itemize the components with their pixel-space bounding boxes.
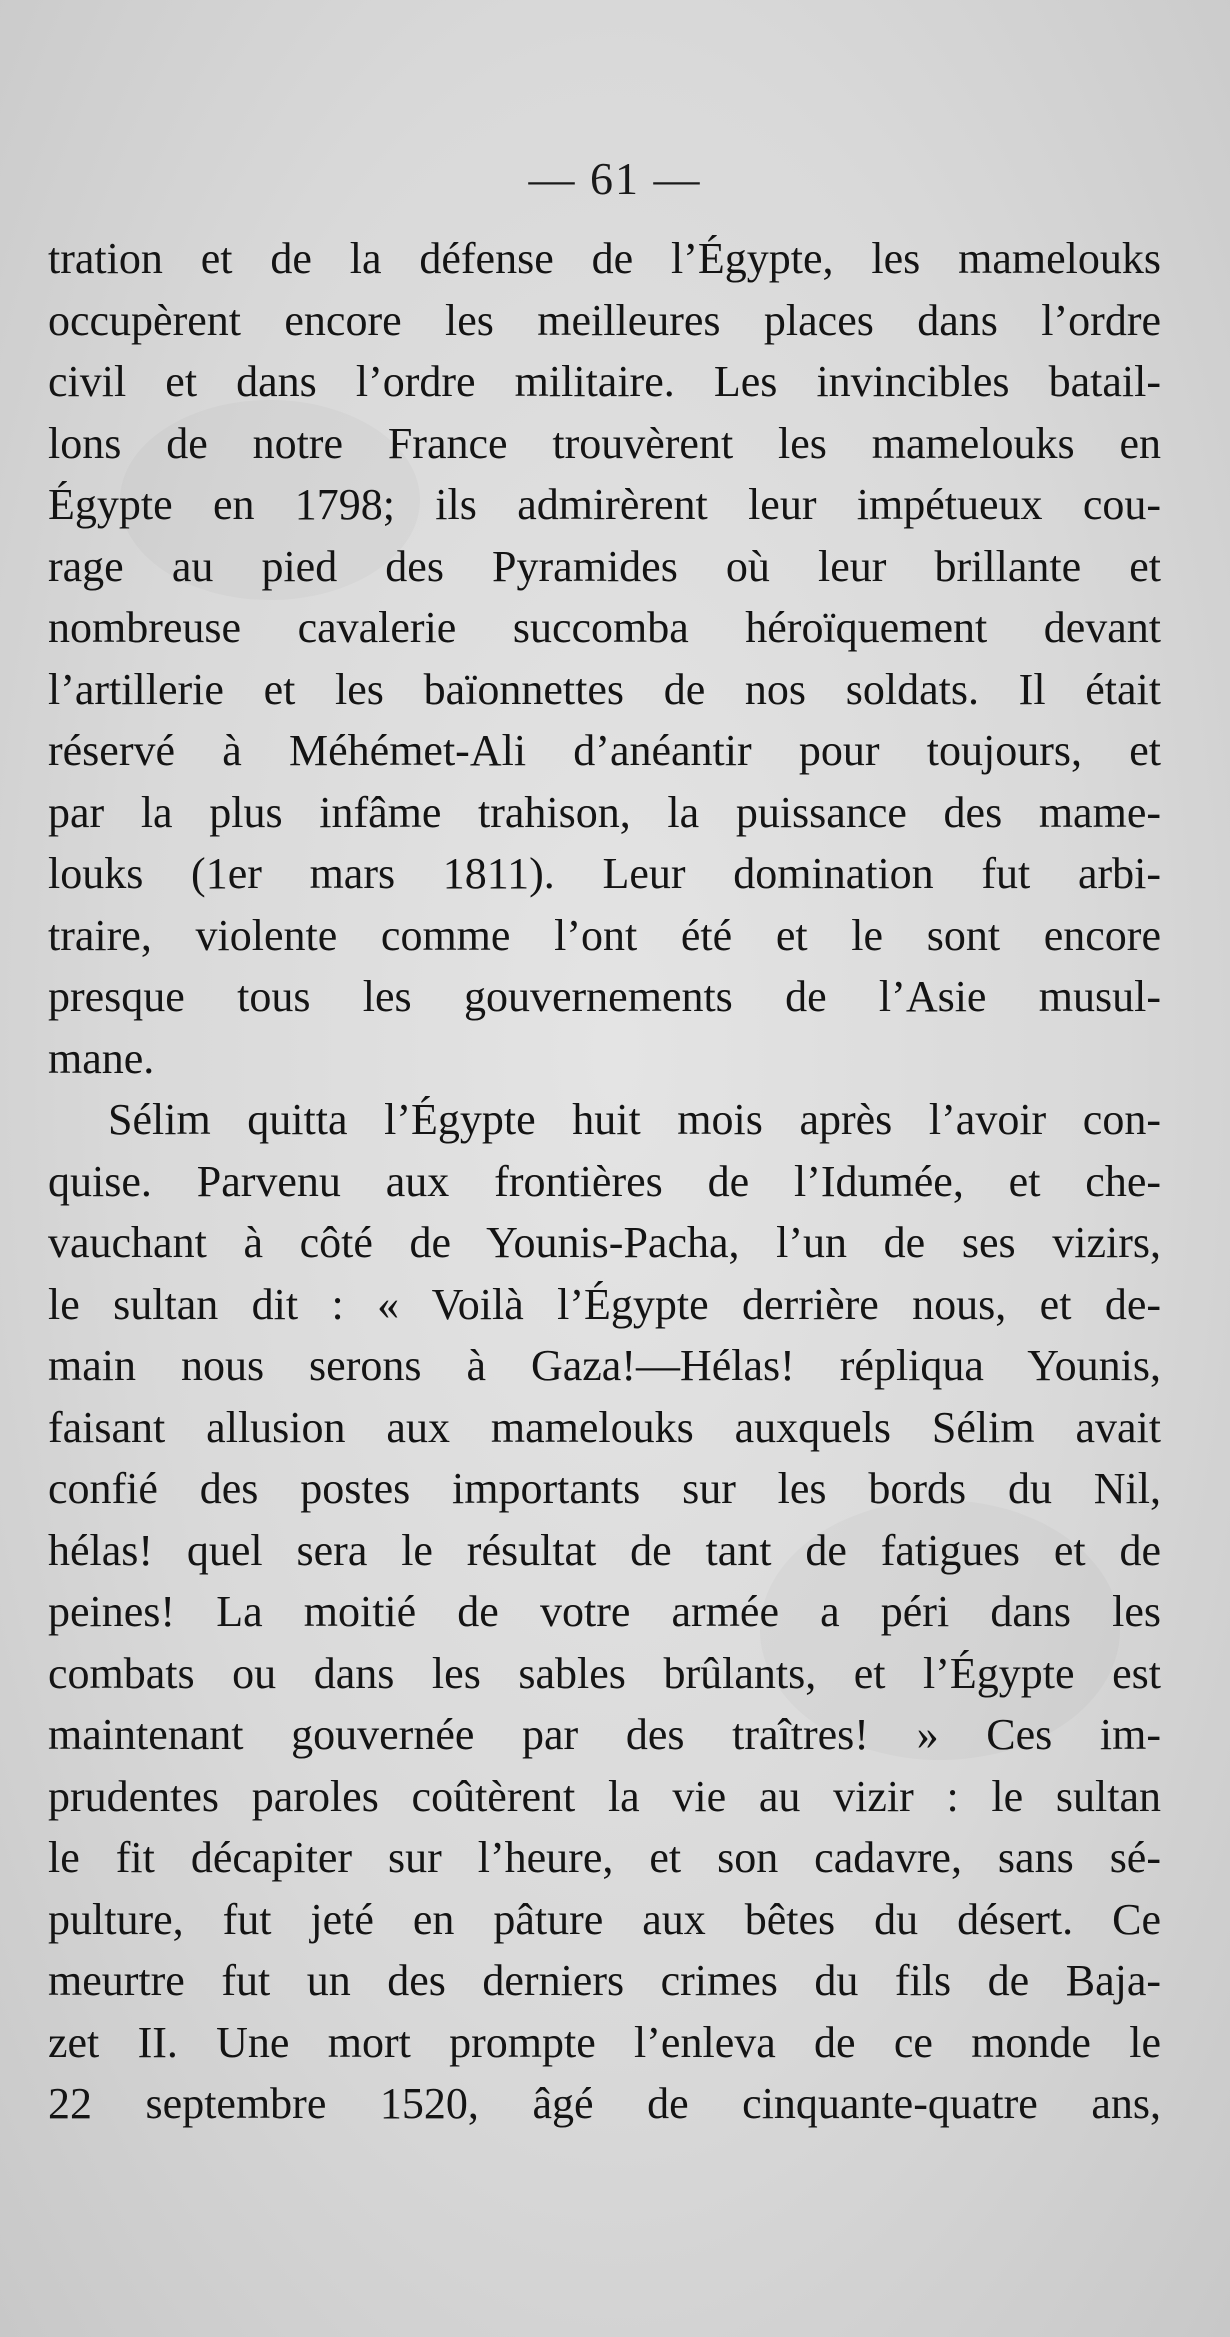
- text-line: Sélim quitta l’Égypte huit mois après l’avoir con-: [108, 1095, 1161, 1144]
- text-line: Égypte en 1798; ils admirèrent leur impétueux cou-: [48, 480, 1161, 529]
- text-line: mane.: [48, 1033, 155, 1083]
- text-line: lons de notre France trouvèrent les mamelouks en: [48, 418, 1161, 468]
- text-line: prudentes paroles coûtèrent la vie au vizir : le sultan: [48, 1771, 1161, 1821]
- body-text: [48, 228, 1161, 2135]
- text-line: réservé à Méhémet-Ali d’anéantir pour toujours, et: [48, 726, 1161, 775]
- text-line: faisant allusion aux mamelouks auxquels Sélim avait: [48, 1402, 1161, 1452]
- text-line: le fit décapiter sur l’heure, et son cadavre, sans sé-: [48, 1833, 1161, 1882]
- text-line: confié des postes importants sur les bords du Nil,: [48, 1464, 1161, 1513]
- text-line: pulture, fut jeté en pâture aux bêtes du désert. Ce: [48, 1894, 1161, 1944]
- text-line: par la plus infâme trahison, la puissance des mame-: [48, 787, 1161, 837]
- text-line: peines! La moitié de votre armée a péri dans les: [48, 1587, 1161, 1636]
- text-line: tration et de la défense de l’Égypte, les mamelouks: [48, 234, 1161, 283]
- text-line: hélas! quel sera le résultat de tant de fatigues et de: [48, 1525, 1161, 1575]
- text-line: meurtre fut un des derniers crimes du fils de Baja-: [48, 1956, 1161, 2005]
- text-line: vauchant à côté de Younis-Pacha, l’un de ses vizirs,: [48, 1218, 1161, 1267]
- text-line: presque tous les gouvernements de l’Asie musul-: [48, 972, 1161, 1021]
- text-line: combats ou dans les sables brûlants, et l’Égypte est: [48, 1648, 1161, 1698]
- text-line: civil et dans l’ordre militaire. Les invincibles batail-: [48, 357, 1161, 406]
- text-line: occupèrent encore les meilleures places dans l’ordre: [48, 295, 1161, 345]
- text-line: nombreuse cavalerie succomba héroïquement devant: [48, 603, 1161, 652]
- page-number: — 61 —: [528, 153, 702, 204]
- paragraph-1: [48, 228, 1161, 1089]
- text-line: traire, violente comme l’ont été et le sont encore: [48, 910, 1161, 960]
- text-line: zet II. Une mort prompte l’enleva de ce monde le: [48, 2017, 1161, 2067]
- text-line: rage au pied des Pyramides où leur brillante et: [48, 541, 1161, 591]
- text-line: l’artillerie et les baïonnettes de nos soldats. Il était: [48, 664, 1161, 714]
- text-line: louks (1er mars 1811). Leur domination fut arbi-: [48, 849, 1161, 898]
- text-line: main nous serons à Gaza!—Hélas! répliqua Younis,: [48, 1341, 1161, 1390]
- text-line: 22 septembre 1520, âgé de cinquante-quatre ans,: [48, 2079, 1161, 2128]
- text-line: quise. Parvenu aux frontières de l’Idumée, et che-: [48, 1156, 1161, 1206]
- text-line: maintenant gouvernée par des traîtres! » Ces im-: [48, 1710, 1161, 1759]
- paragraph-2: [48, 1089, 1161, 2135]
- text-line: le sultan dit : « Voilà l’Égypte derrière nous, et de-: [48, 1279, 1161, 1329]
